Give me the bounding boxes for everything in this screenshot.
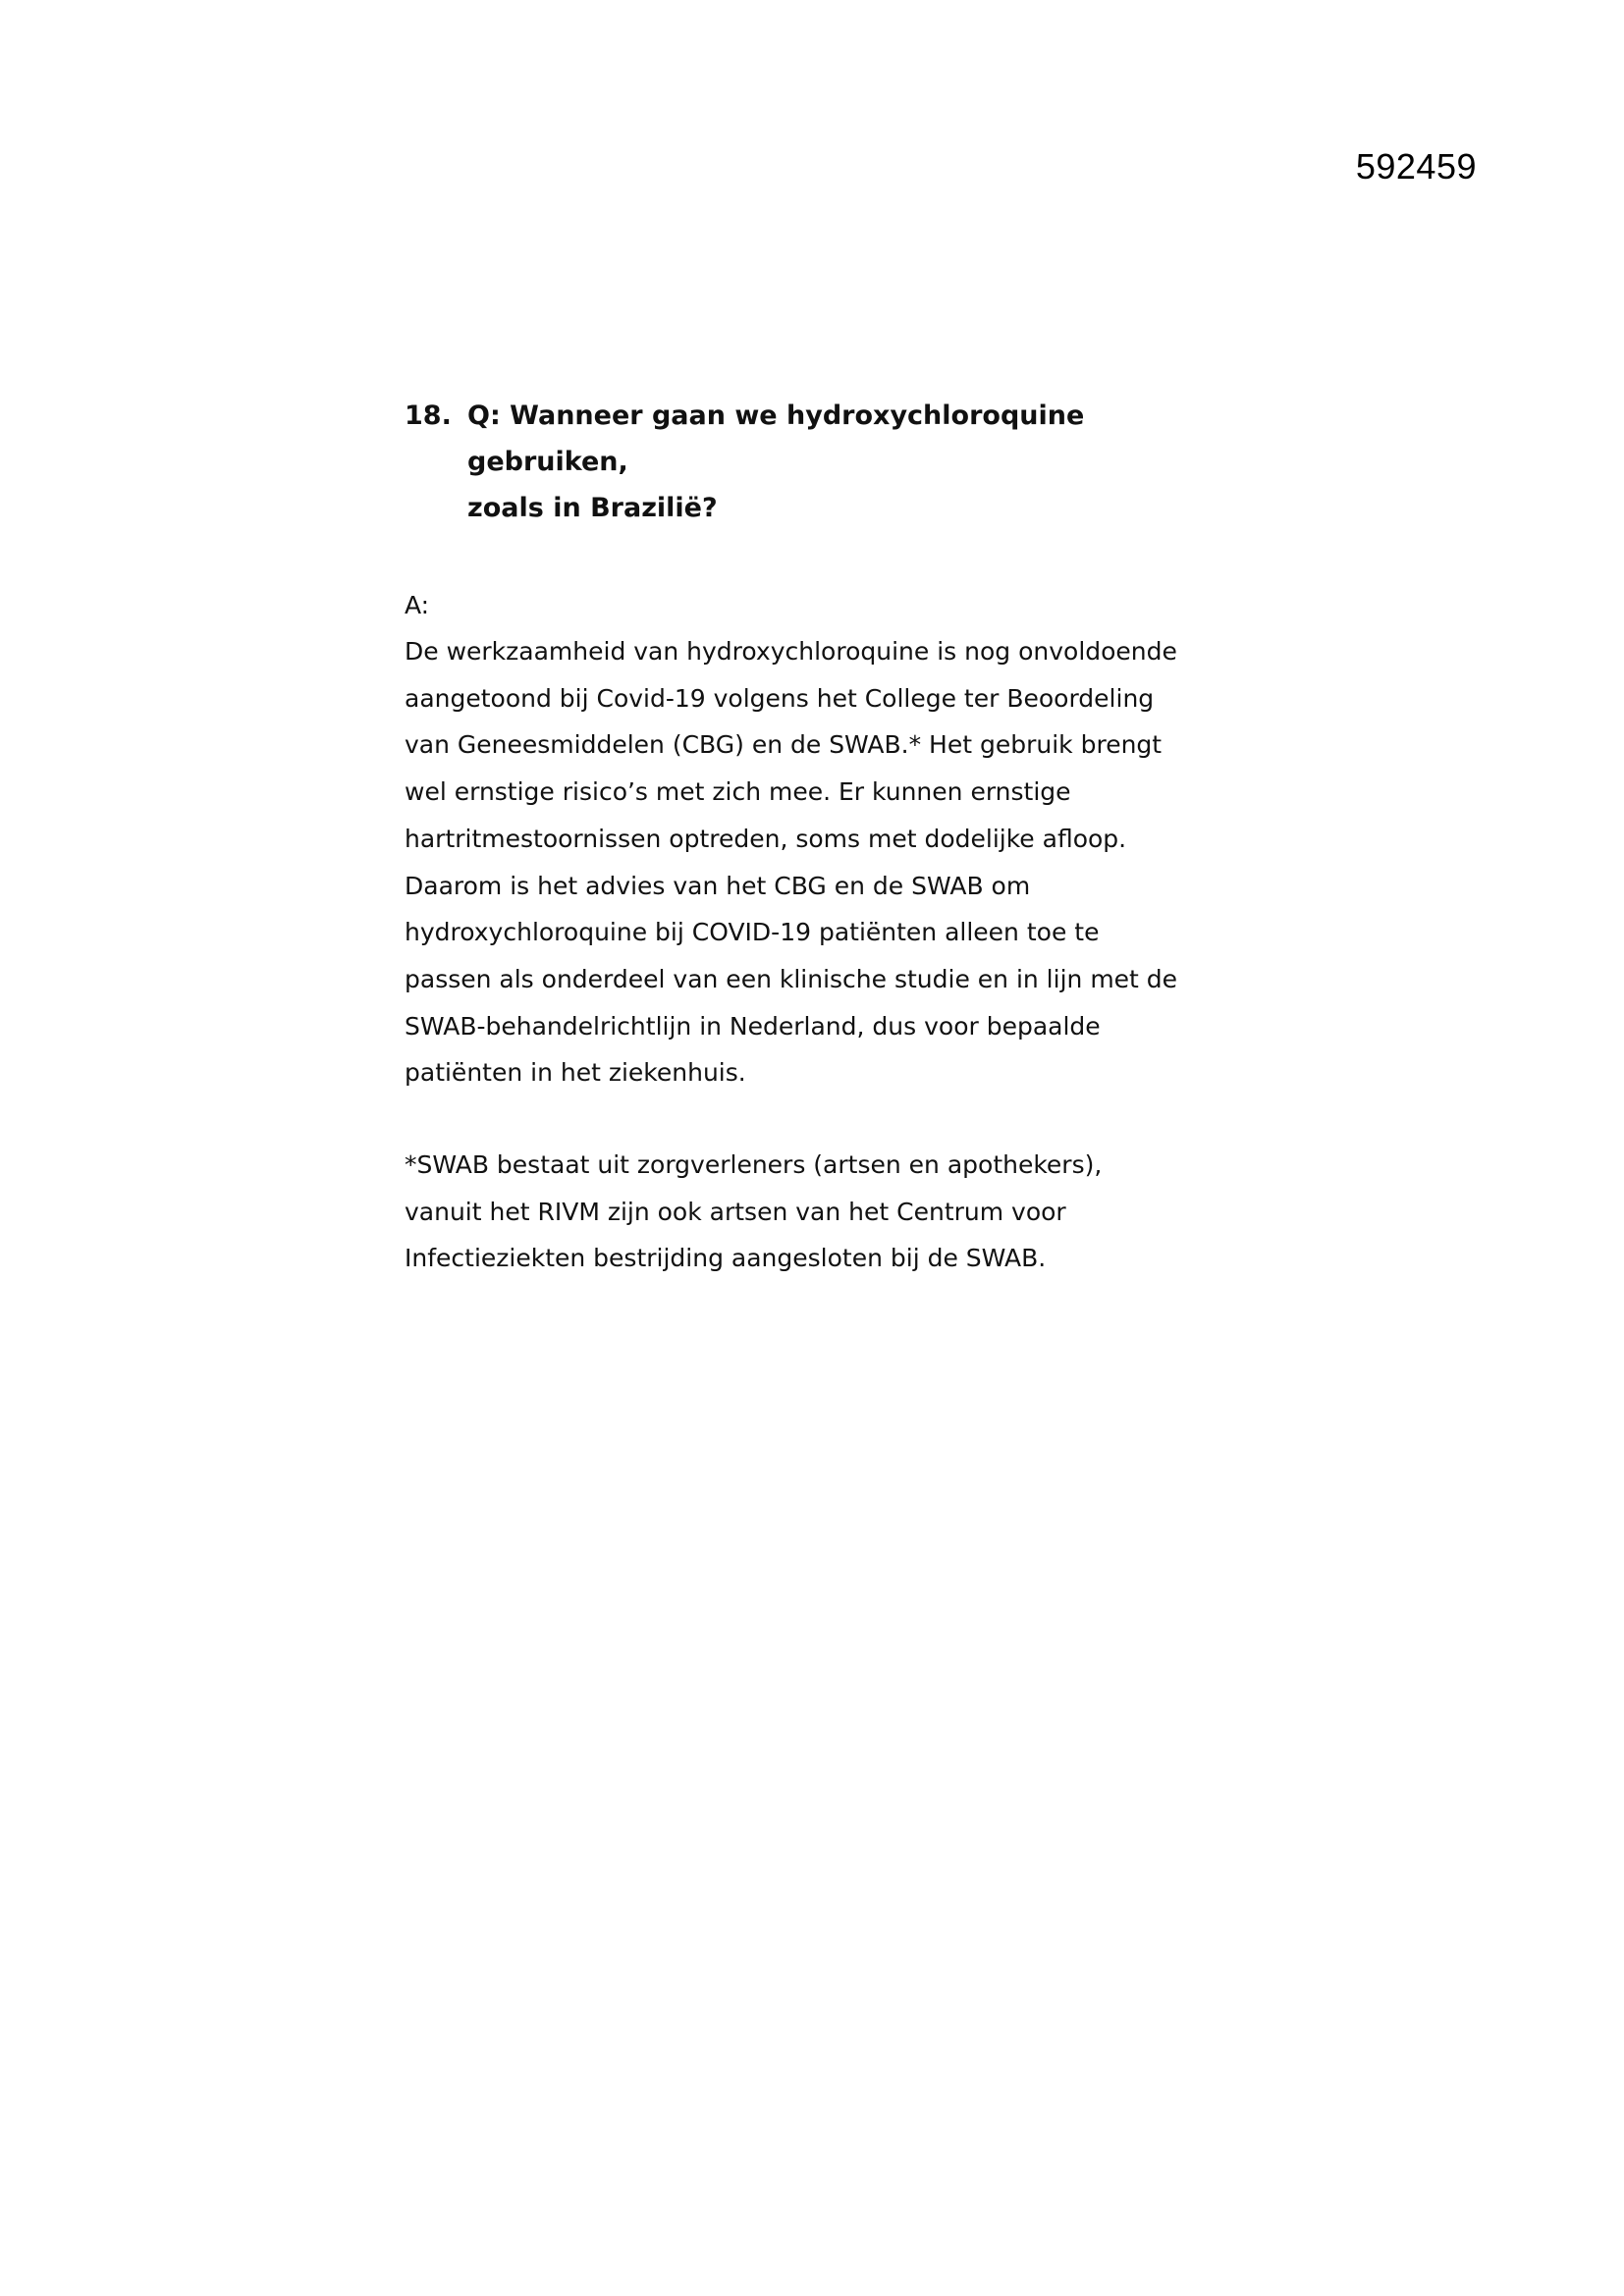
answer-paragraph	[405, 628, 1249, 1096]
answer-label: A:	[405, 591, 430, 619]
question-line: Q: Wanneer gaan we hydroxychloroquine gebruiken,	[467, 400, 1085, 477]
document-number: 592459	[1355, 146, 1477, 187]
footnote	[405, 1142, 1249, 1282]
answer-line: passen als onderdeel van een klinische studie en in lijn met de	[405, 964, 1178, 993]
question-text	[467, 393, 1249, 531]
question-line: zoals in Brazilië?	[467, 493, 718, 523]
answer-line: hartritmestoornissen optreden, soms met dodelijke afloop.	[405, 824, 1127, 853]
question-heading	[405, 393, 1249, 531]
footnote-line: Infectieziekten bestrijding aangesloten bij de SWAB.	[405, 1244, 1047, 1273]
footnote-line: *SWAB bestaat uit zorgverleners (artsen en apothekers),	[405, 1150, 1103, 1180]
answer-line: patiënten in het ziekenhuis.	[405, 1058, 746, 1088]
document-body	[405, 393, 1249, 1282]
answer-line: wel ernstige risico’s met zich mee. Er kunnen ernstige	[405, 777, 1071, 807]
answer-line: De werkzaamheid van hydroxychloroquine is nog onvoldoende	[405, 637, 1177, 666]
answer-line: hydroxychloroquine bij COVID-19 patiënten alleen toe te	[405, 918, 1100, 947]
answer-line: SWAB-behandelrichtlijn in Nederland, dus voor bepaalde	[405, 1011, 1101, 1041]
answer-line: Daarom is het advies van het CBG en de SWAB om	[405, 871, 1031, 900]
question-number: 18.	[405, 400, 452, 431]
footnote-line: vanuit het RIVM zijn ook artsen van het Centrum voor	[405, 1197, 1066, 1226]
answer-line: van Geneesmiddelen (CBG) en de SWAB.* Het gebruik brengt	[405, 730, 1163, 760]
answer-line: aangetoond bij Covid-19 volgens het College ter Beoordeling	[405, 683, 1155, 713]
